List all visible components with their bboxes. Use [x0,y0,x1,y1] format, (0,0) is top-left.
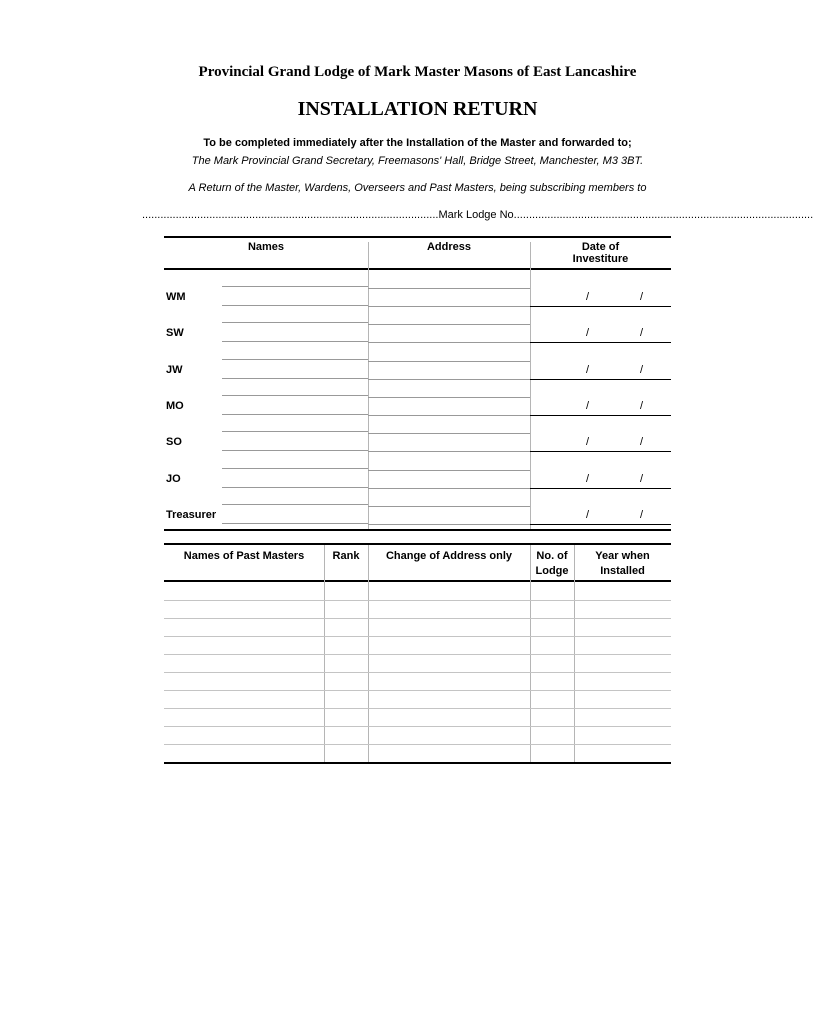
investiture-date-field[interactable] [530,524,671,525]
officer-role-label: Treasurer [166,509,217,521]
address-field-line1[interactable] [368,288,530,289]
header-names: Names [247,241,285,253]
investiture-date-field[interactable] [530,342,671,343]
date-separator: / [586,400,590,412]
name-field-line1[interactable] [222,359,368,360]
pm-header-lodge-line1: No. of [536,550,568,562]
table-row[interactable] [164,636,671,637]
table-row[interactable] [164,744,671,745]
name-field-line1[interactable] [222,286,368,287]
table-row[interactable] [164,690,671,691]
table-row[interactable] [164,726,671,727]
name-field-line1[interactable] [222,322,368,323]
address-field-line2[interactable] [368,451,530,452]
address-field-line1[interactable] [368,397,530,398]
officer-role-label: SW [166,327,184,339]
address-field-line2[interactable] [368,415,530,416]
officer-role-label: SO [166,436,182,448]
table-row[interactable] [164,600,671,601]
instruction-text: To be completed immediately after the Installation of the Master and forwarded to; [203,137,632,149]
pm-header-bottom-border [164,580,671,582]
address-field-line1[interactable] [368,324,530,325]
lodge-title: Provincial Grand Lodge of Mark Master Masons of East Lancashire [198,64,637,80]
lodge-number-dots: ................................................................................................. [516,209,814,221]
header-date-line2: Investiture [572,253,629,265]
date-separator: / [586,327,590,339]
date-separator: / [640,327,644,339]
officer-role-label: WM [166,291,186,303]
date-separator: / [586,436,590,448]
pm-header-year-line1: Year when [595,550,650,562]
pm-table-bottom-border [164,762,671,764]
investiture-date-field[interactable] [530,379,671,380]
date-separator: / [640,364,644,376]
date-separator: / [640,473,644,485]
table-row[interactable] [164,708,671,709]
pm-table-top-border [164,543,671,545]
mark-lodge-label: Mark Lodge No. [438,209,517,221]
header-bottom-border [164,268,671,270]
date-separator: / [640,509,644,521]
name-field-line1[interactable] [222,468,368,469]
name-field-line2[interactable] [222,487,368,488]
secretary-address: The Mark Provincial Grand Secretary, Freemasons' Hall, Bridge Street, Manchester, M3 3BT. [191,155,644,167]
table-bottom-border [164,529,671,531]
table-row[interactable] [164,618,671,619]
date-separator: / [586,473,590,485]
pm-header-lodge-line2: Lodge [535,565,569,577]
address-field-line2[interactable] [368,524,530,525]
date-separator: / [640,291,644,303]
investiture-date-field[interactable] [530,451,671,452]
pm-header-year-line2: Installed [600,565,645,577]
date-separator: / [586,509,590,521]
name-field-line2[interactable] [222,341,368,342]
return-description: A Return of the Master, Wardens, Overseers and Past Masters, being subscribing members to [188,182,647,194]
name-field-line1[interactable] [222,395,368,396]
table-row[interactable] [164,654,671,655]
date-separator: / [640,400,644,412]
lodge-name-line[interactable] [142,209,814,221]
investiture-date-field[interactable] [530,488,671,489]
date-separator: / [640,436,644,448]
table-top-border [164,236,671,238]
address-field-line1[interactable] [368,361,530,362]
officer-role-label: MO [166,400,184,412]
address-field-line1[interactable] [368,506,530,507]
name-field-line2[interactable] [222,414,368,415]
address-field-line2[interactable] [368,306,530,307]
address-field-line2[interactable] [368,488,530,489]
name-field-line2[interactable] [222,523,368,524]
name-field-line2[interactable] [222,305,368,306]
pm-header-change-address: Change of Address only [385,550,513,562]
lodge-name-dots: ................................................................................................. [142,209,439,221]
table-row[interactable] [164,672,671,673]
date-separator: / [586,364,590,376]
address-field-line2[interactable] [368,342,530,343]
header-address: Address [426,241,472,253]
officer-role-label: JO [166,473,181,485]
name-field-line1[interactable] [222,504,368,505]
address-field-line2[interactable] [368,379,530,380]
pm-header-rank: Rank [332,550,360,562]
header-date-line1: Date of [581,241,620,253]
name-field-line2[interactable] [222,378,368,379]
name-field-line2[interactable] [222,450,368,451]
investiture-date-field[interactable] [530,415,671,416]
pm-header-names: Names of Past Masters [183,550,305,562]
date-separator: / [586,291,590,303]
address-field-line1[interactable] [368,470,530,471]
address-field-line1[interactable] [368,433,530,434]
officer-role-label: JW [166,364,183,376]
investiture-date-field[interactable] [530,306,671,307]
form-title: INSTALLATION RETURN [297,98,538,120]
name-field-line1[interactable] [222,431,368,432]
